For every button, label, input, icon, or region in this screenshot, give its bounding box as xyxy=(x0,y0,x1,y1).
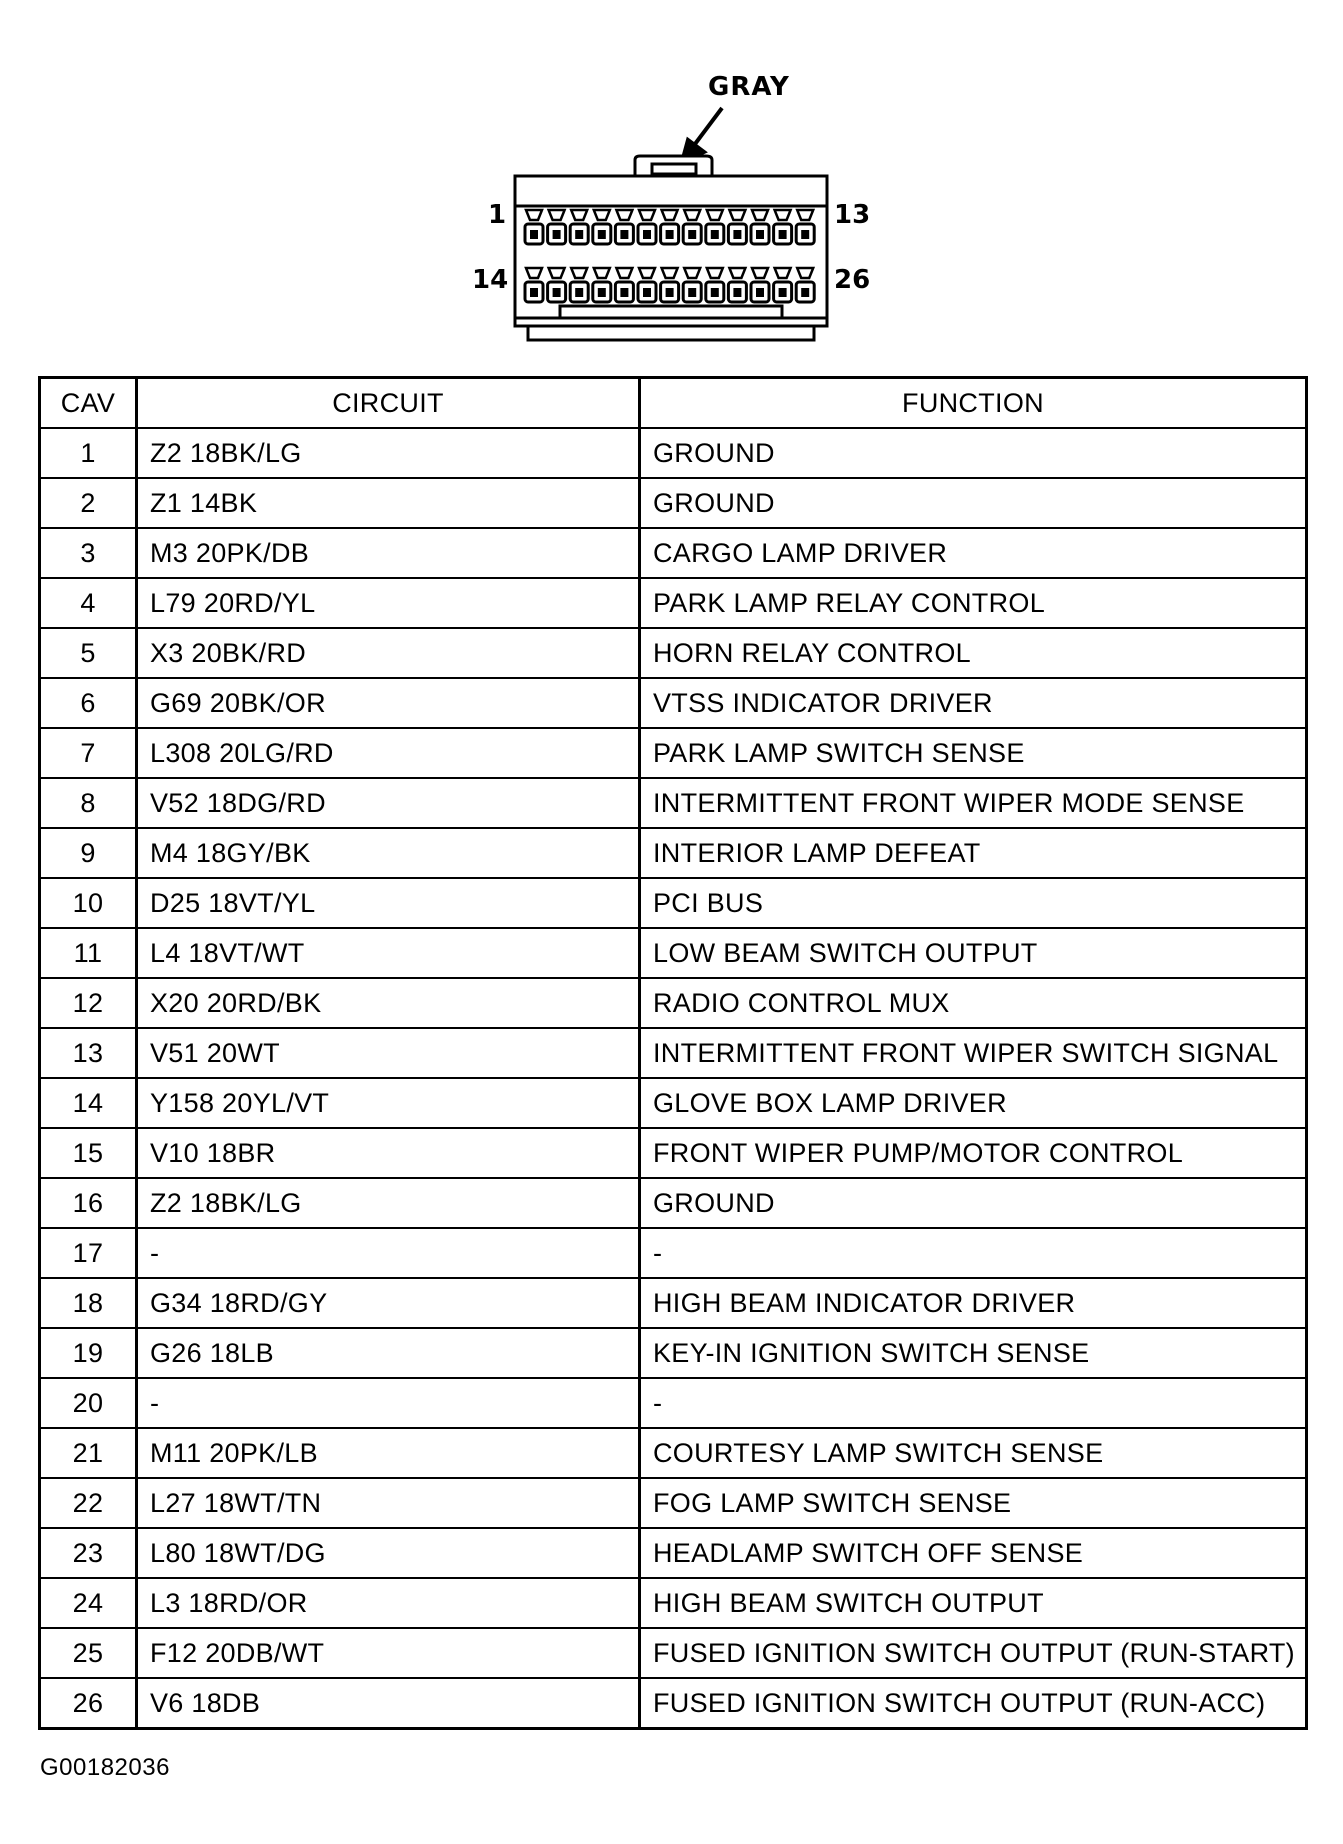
cell-cav: 14 xyxy=(40,1078,137,1128)
cell-circuit: M11 20PK/LB xyxy=(137,1428,640,1478)
cell-cav: 2 xyxy=(40,478,137,528)
cell-function: FOG LAMP SWITCH SENSE xyxy=(640,1478,1307,1528)
cell-circuit: Z1 14BK xyxy=(137,478,640,528)
cell-cav: 20 xyxy=(40,1378,137,1428)
cavity xyxy=(728,268,746,302)
table-row xyxy=(40,1128,1307,1178)
connector-latch xyxy=(635,156,712,176)
cell-function: KEY-IN IGNITION SWITCH SENSE xyxy=(640,1328,1307,1378)
cell-cav: 7 xyxy=(40,728,137,778)
table-row xyxy=(40,578,1307,628)
cell-cav: 26 xyxy=(40,1678,137,1729)
cavity xyxy=(661,268,679,302)
cavity xyxy=(615,268,633,302)
cell-cav: 11 xyxy=(40,928,137,978)
cavity xyxy=(570,268,588,302)
connector-cavities xyxy=(525,210,814,302)
table-row xyxy=(40,628,1307,678)
cell-cav: 25 xyxy=(40,1628,137,1678)
cavity xyxy=(706,210,724,244)
cavity xyxy=(683,210,701,244)
cell-cav: 1 xyxy=(40,428,137,478)
cavity xyxy=(615,210,633,244)
color-pointer-arrow xyxy=(682,108,722,162)
cell-function: - xyxy=(640,1378,1307,1428)
connector-housing xyxy=(515,176,827,340)
cell-cav: 24 xyxy=(40,1578,137,1628)
pin-label-top-right: 13 xyxy=(834,200,871,230)
table-row xyxy=(40,1628,1307,1678)
cell-circuit: G34 18RD/GY xyxy=(137,1278,640,1328)
cell-function: LOW BEAM SWITCH OUTPUT xyxy=(640,928,1307,978)
cavity xyxy=(593,268,611,302)
cell-circuit: G69 20BK/OR xyxy=(137,678,640,728)
connector-color-label: GRAY xyxy=(708,72,790,102)
cell-circuit: L3 18RD/OR xyxy=(137,1578,640,1628)
cell-cav: 13 xyxy=(40,1028,137,1078)
cell-circuit: X3 20BK/RD xyxy=(137,628,640,678)
cavity xyxy=(796,210,814,244)
table-row xyxy=(40,778,1307,828)
cell-circuit: V6 18DB xyxy=(137,1678,640,1729)
table-row xyxy=(40,878,1307,928)
table-row xyxy=(40,728,1307,778)
cell-function: FUSED IGNITION SWITCH OUTPUT (RUN-ACC) xyxy=(640,1678,1307,1729)
table-header-row xyxy=(40,378,1307,429)
table-row xyxy=(40,1578,1307,1628)
cell-circuit: Z2 18BK/LG xyxy=(137,428,640,478)
cell-function: INTERIOR LAMP DEFEAT xyxy=(640,828,1307,878)
cell-function: COURTESY LAMP SWITCH SENSE xyxy=(640,1428,1307,1478)
cell-circuit: L80 18WT/DG xyxy=(137,1528,640,1578)
cell-function: FUSED IGNITION SWITCH OUTPUT (RUN-START) xyxy=(640,1628,1307,1678)
cell-cav: 17 xyxy=(40,1228,137,1278)
cell-function: GROUND xyxy=(640,478,1307,528)
cell-circuit: Y158 20YL/VT xyxy=(137,1078,640,1128)
cell-function: VTSS INDICATOR DRIVER xyxy=(640,678,1307,728)
cell-circuit: V10 18BR xyxy=(137,1128,640,1178)
table-row xyxy=(40,478,1307,528)
cell-function: HIGH BEAM SWITCH OUTPUT xyxy=(640,1578,1307,1628)
cell-circuit: D25 18VT/YL xyxy=(137,878,640,928)
cavity xyxy=(774,210,792,244)
table-row xyxy=(40,1178,1307,1228)
cell-cav: 19 xyxy=(40,1328,137,1378)
cavity xyxy=(638,268,656,302)
cell-function: HORN RELAY CONTROL xyxy=(640,628,1307,678)
cell-cav: 16 xyxy=(40,1178,137,1228)
header-cav: CAV xyxy=(40,378,137,429)
cell-cav: 22 xyxy=(40,1478,137,1528)
cell-circuit: L4 18VT/WT xyxy=(137,928,640,978)
cell-function: INTERMITTENT FRONT WIPER MODE SENSE xyxy=(640,778,1307,828)
cell-circuit: - xyxy=(137,1228,640,1278)
table-row xyxy=(40,528,1307,578)
cell-function: CARGO LAMP DRIVER xyxy=(640,528,1307,578)
pinout-rows xyxy=(40,428,1307,1729)
table-row xyxy=(40,828,1307,878)
cell-circuit: Z2 18BK/LG xyxy=(137,1178,640,1228)
cell-cav: 9 xyxy=(40,828,137,878)
cell-function: PARK LAMP SWITCH SENSE xyxy=(640,728,1307,778)
cavity xyxy=(593,210,611,244)
header-function: FUNCTION xyxy=(640,378,1307,429)
table-row xyxy=(40,978,1307,1028)
cell-circuit: L27 18WT/TN xyxy=(137,1478,640,1528)
cell-function: RADIO CONTROL MUX xyxy=(640,978,1307,1028)
connector-diagram xyxy=(460,60,900,350)
cell-circuit: M4 18GY/BK xyxy=(137,828,640,878)
cavity xyxy=(706,268,724,302)
cell-circuit: F12 20DB/WT xyxy=(137,1628,640,1678)
cavity xyxy=(728,210,746,244)
table-row xyxy=(40,1228,1307,1278)
pin-label-top-left: 1 xyxy=(488,200,507,230)
cavity xyxy=(548,210,566,244)
cell-cav: 4 xyxy=(40,578,137,628)
table-row xyxy=(40,928,1307,978)
cell-circuit: G26 18LB xyxy=(137,1328,640,1378)
cell-function: HIGH BEAM INDICATOR DRIVER xyxy=(640,1278,1307,1328)
pin-label-bottom-left: 14 xyxy=(472,265,509,295)
cell-function: FRONT WIPER PUMP/MOTOR CONTROL xyxy=(640,1128,1307,1178)
table-row xyxy=(40,678,1307,728)
cell-cav: 3 xyxy=(40,528,137,578)
cavity xyxy=(683,268,701,302)
cavity xyxy=(774,268,792,302)
cavity xyxy=(570,210,588,244)
cavity xyxy=(751,268,769,302)
connector-face-drawing xyxy=(460,60,900,350)
cell-circuit: - xyxy=(137,1378,640,1428)
cell-circuit: V52 18DG/RD xyxy=(137,778,640,828)
table-row xyxy=(40,1378,1307,1428)
cell-cav: 6 xyxy=(40,678,137,728)
cell-function: GROUND xyxy=(640,1178,1307,1228)
cell-cav: 8 xyxy=(40,778,137,828)
cell-circuit: M3 20PK/DB xyxy=(137,528,640,578)
figure-id: G00182036 xyxy=(40,1754,170,1781)
cell-function: HEADLAMP SWITCH OFF SENSE xyxy=(640,1528,1307,1578)
cell-function: PCI BUS xyxy=(640,878,1307,928)
table-row xyxy=(40,428,1307,478)
cell-cav: 5 xyxy=(40,628,137,678)
cavity xyxy=(638,210,656,244)
cavity xyxy=(548,268,566,302)
table-row xyxy=(40,1478,1307,1528)
cell-cav: 12 xyxy=(40,978,137,1028)
header-circuit: CIRCUIT xyxy=(137,378,640,429)
cell-function: PARK LAMP RELAY CONTROL xyxy=(640,578,1307,628)
cell-function: - xyxy=(640,1228,1307,1278)
cavity xyxy=(796,268,814,302)
table-row xyxy=(40,1528,1307,1578)
cell-circuit: V51 20WT xyxy=(137,1028,640,1078)
table-row xyxy=(40,1028,1307,1078)
cavity xyxy=(661,210,679,244)
table-row xyxy=(40,1078,1307,1128)
cavity xyxy=(525,210,543,244)
cell-function: GLOVE BOX LAMP DRIVER xyxy=(640,1078,1307,1128)
cell-circuit: X20 20RD/BK xyxy=(137,978,640,1028)
cell-cav: 23 xyxy=(40,1528,137,1578)
table-row xyxy=(40,1678,1307,1729)
cell-cav: 18 xyxy=(40,1278,137,1328)
cell-cav: 10 xyxy=(40,878,137,928)
cell-circuit: L79 20RD/YL xyxy=(137,578,640,628)
cell-circuit: L308 20LG/RD xyxy=(137,728,640,778)
table-row xyxy=(40,1278,1307,1328)
cell-cav: 15 xyxy=(40,1128,137,1178)
table-row xyxy=(40,1328,1307,1378)
cell-cav: 21 xyxy=(40,1428,137,1478)
pinout-table xyxy=(38,376,1308,1730)
cell-function: INTERMITTENT FRONT WIPER SWITCH SIGNAL xyxy=(640,1028,1307,1078)
cavity xyxy=(525,268,543,302)
cell-function: GROUND xyxy=(640,428,1307,478)
cavity xyxy=(751,210,769,244)
pin-label-bottom-right: 26 xyxy=(834,265,871,295)
table-row xyxy=(40,1428,1307,1478)
